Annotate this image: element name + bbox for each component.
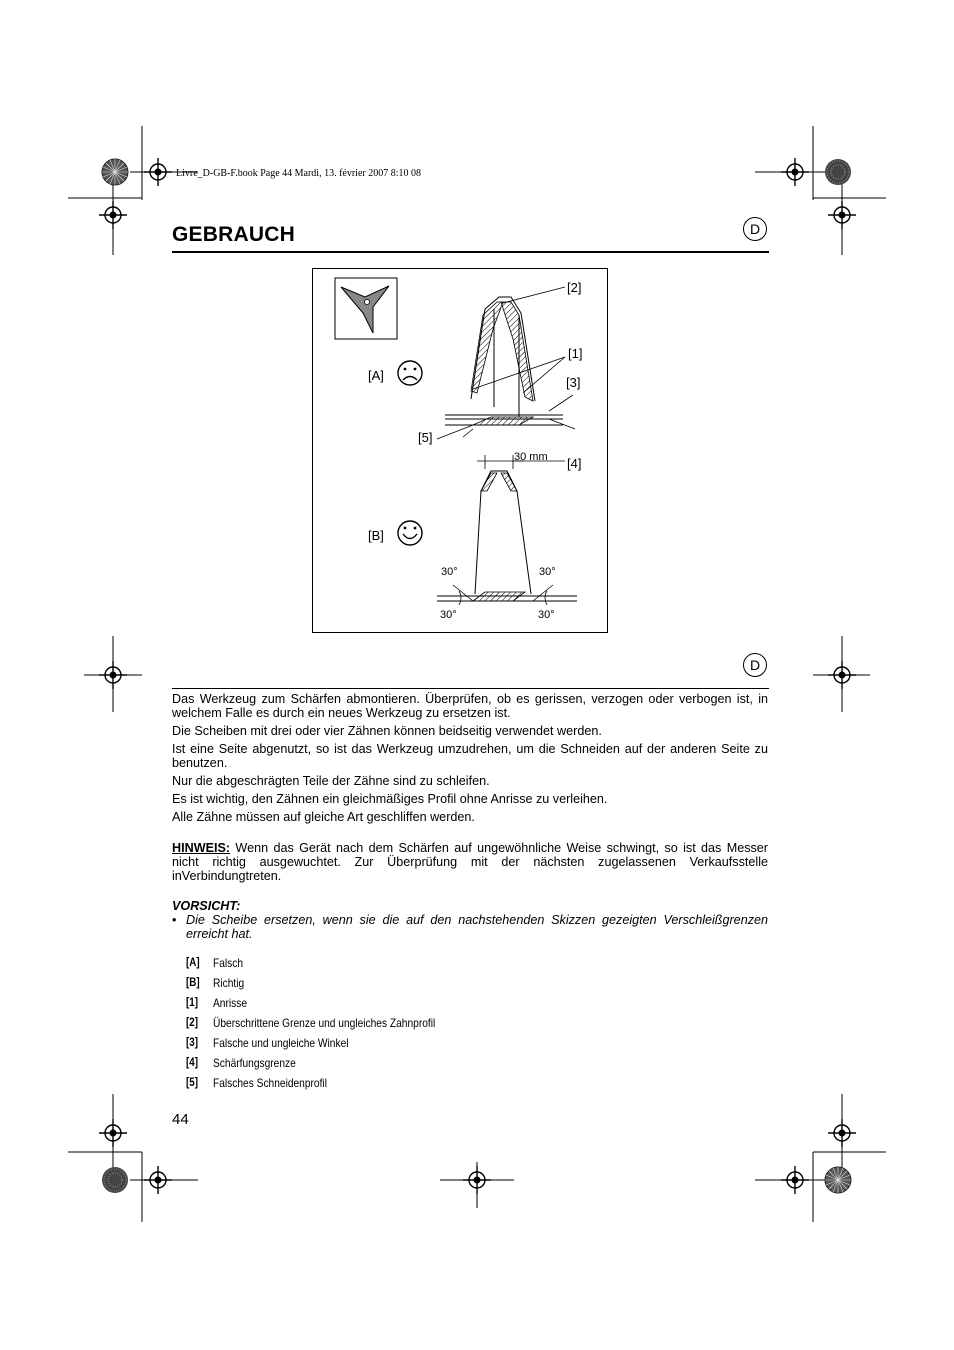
legend-key: [B] xyxy=(186,977,200,989)
page-title: GEBRAUCH xyxy=(172,223,295,246)
legend-key: [5] xyxy=(186,1077,198,1089)
paragraph: Es ist wichtig, den Zähnen ein gleichmäßiges Profil ohne Anrisse zu verleihen. xyxy=(172,792,608,806)
callout-2: [2] xyxy=(567,280,582,295)
crop-mark-middle-right xyxy=(813,636,870,712)
language-badge: D xyxy=(743,217,767,241)
legend-key: [1] xyxy=(186,997,198,1009)
section-rule xyxy=(172,688,769,689)
angle-bottom-right: 30° xyxy=(538,609,555,621)
note-label: HINWEIS: xyxy=(172,841,231,855)
title-rule xyxy=(172,251,769,253)
legend-text: Schärfungsgrenze xyxy=(213,1056,296,1070)
legend-text: Falsch xyxy=(213,956,244,970)
legend-key: [A] xyxy=(186,957,200,969)
legend-item xyxy=(186,953,474,973)
angle-bottom-left: 30° xyxy=(440,609,457,621)
callout-4: [4] xyxy=(567,456,582,471)
caution-title: VORSICHT: xyxy=(172,899,241,913)
note-text: Wenn das Gerät nach dem Schärfen auf ungewöhnliche Weise schwingt, so ist das Messer nicht richtig ausgewuchtet. Zur Überprüfung mit der nächsten zugelassenen Verkaufsstelle inVerbindungtreten. xyxy=(172,841,768,883)
legend-item xyxy=(186,1013,474,1033)
paragraph: Alle Zähne müssen auf gleiche Art geschliffen werden. xyxy=(172,810,475,824)
legend-item xyxy=(186,1033,474,1053)
crop-mark-middle-left xyxy=(84,636,142,712)
legend-text: Richtig xyxy=(213,976,245,990)
label-a: [A] xyxy=(368,368,384,383)
correct-tooth-drawing xyxy=(437,455,577,605)
legend-key: [2] xyxy=(186,1017,198,1029)
note-block xyxy=(172,841,768,883)
paragraph: Die Scheiben mit drei oder vier Zähnen können beidseitig verwendet werden. xyxy=(172,724,602,738)
paragraph: Ist eine Seite abgenutzt, so ist das Werkzeug umzudrehen, um die Schneiden auf der anderen Seite zu benutzen. xyxy=(172,742,768,770)
blade-wear-figure xyxy=(312,268,608,633)
legend-list xyxy=(186,953,474,1093)
legend-key: [3] xyxy=(186,1037,198,1049)
caution-block xyxy=(172,899,768,941)
legend-text: Überschrittene Grenze und ungleiches Zahnprofil xyxy=(213,1016,436,1030)
callout-1: [1] xyxy=(568,346,583,361)
print-info: Livre_D-GB-F.book Page 44 Mardi, 13. février 2007 8:10 08 xyxy=(176,168,421,179)
paragraph: Nur die abgeschrägten Teile der Zähne sind zu schleifen. xyxy=(172,774,490,788)
legend-text: Falsche und ungleiche Winkel xyxy=(213,1036,349,1050)
dimension-label: 30 mm xyxy=(514,451,548,463)
callout-5: [5] xyxy=(418,430,433,445)
legend-item xyxy=(186,1073,474,1093)
legend-text: Falsches Schneidenprofil xyxy=(213,1076,327,1090)
angle-top-right: 30° xyxy=(539,566,556,578)
figure-drawing xyxy=(313,269,607,632)
callout-3: [3] xyxy=(566,375,581,390)
label-b: [B] xyxy=(368,528,384,543)
section-language-badge: D xyxy=(743,653,767,677)
caution-text: Die Scheibe ersetzen, wenn sie die auf den nachstehenden Skizzen gezeigten Verschleißgrenzen erreicht hat. xyxy=(186,913,768,941)
legend-key: [4] xyxy=(186,1057,198,1069)
sad-face-icon xyxy=(398,361,422,385)
angle-top-left: 30° xyxy=(441,566,458,578)
three-tooth-blade-icon xyxy=(335,278,397,339)
paragraph: Das Werkzeug zum Schärfen abmontieren. Überprüfen, ob es gerissen, verzogen oder verbogen ist, in welchem Falle es durch ein neues Werkzeug zu ersetzen ist. xyxy=(172,692,768,720)
legend-text: Anrisse xyxy=(213,996,248,1010)
crop-mark-top-right xyxy=(755,126,886,255)
bullet: • xyxy=(172,913,177,927)
page-number: 44 xyxy=(172,1111,189,1128)
worn-tooth-drawing xyxy=(437,287,575,439)
crop-mark-bottom-center xyxy=(440,1162,514,1208)
caution-item xyxy=(172,913,768,941)
legend-item xyxy=(186,993,474,1013)
instruction-text xyxy=(172,692,768,828)
legend-item xyxy=(186,1053,474,1073)
legend-item xyxy=(186,973,474,993)
crop-mark-bottom-right xyxy=(755,1094,886,1222)
happy-face-icon xyxy=(398,521,422,545)
